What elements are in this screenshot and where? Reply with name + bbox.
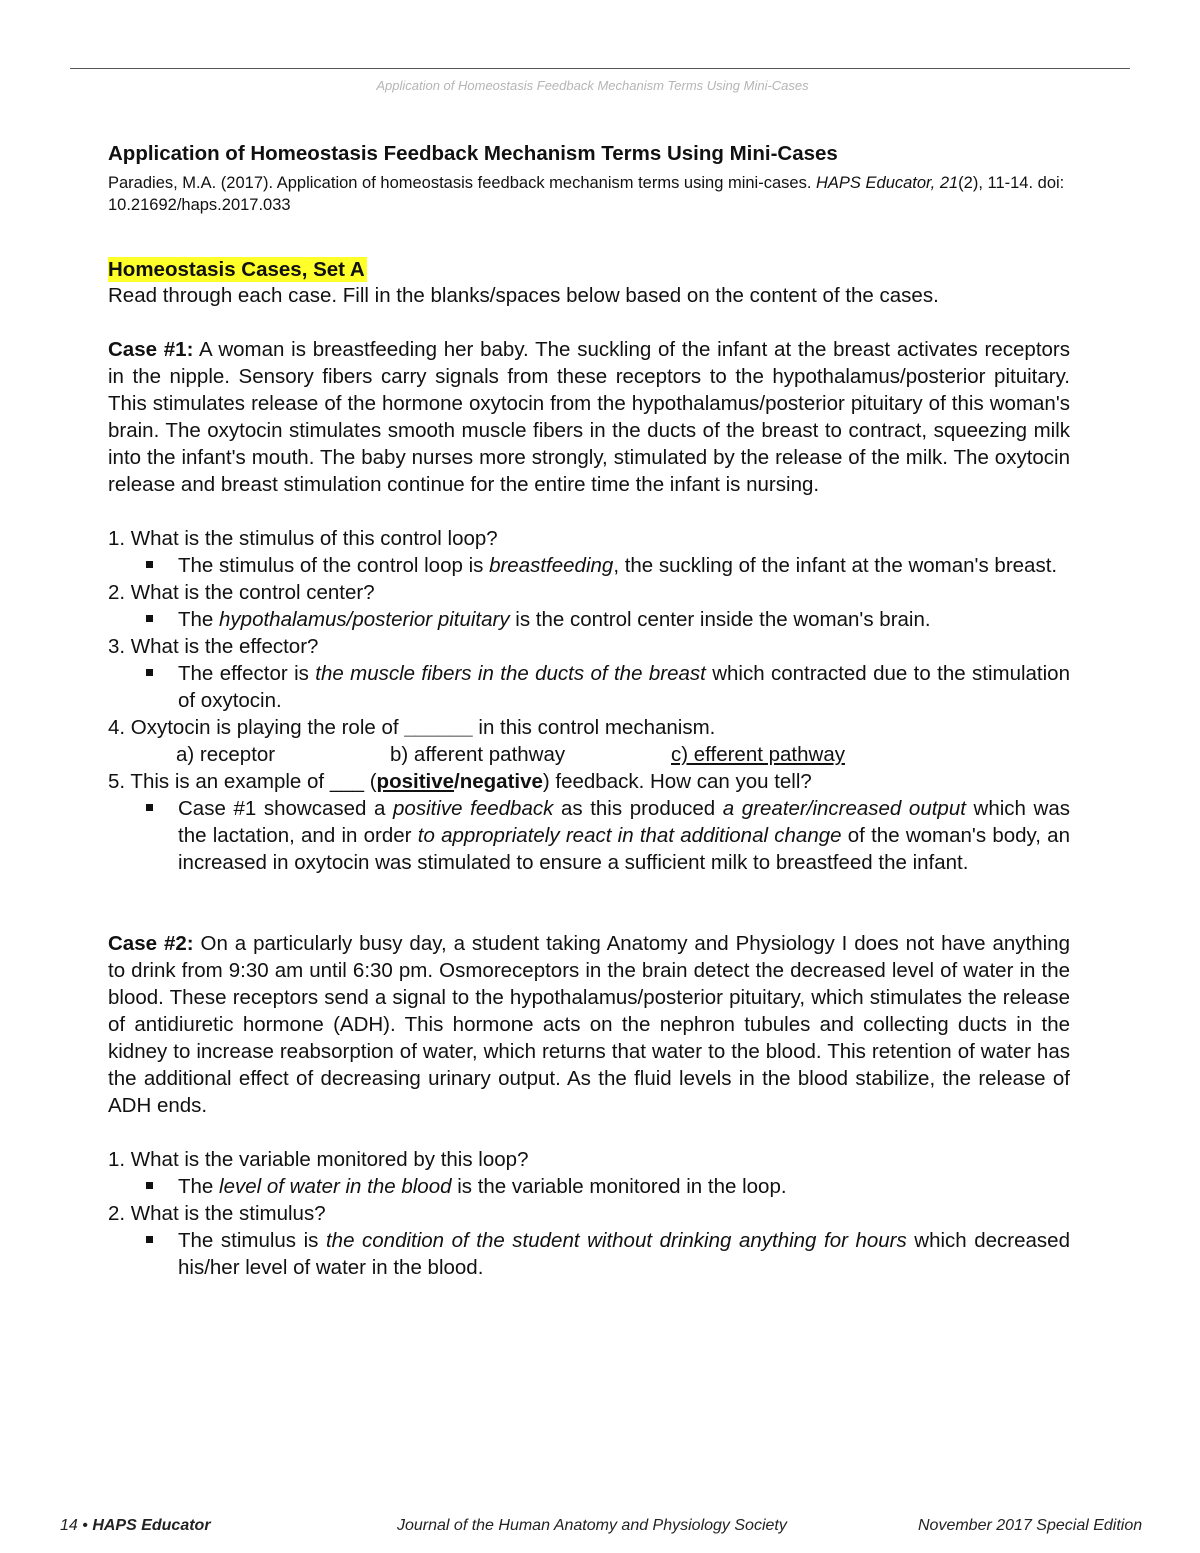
- citation-doi: (2), 11-14. doi: 10.21692/haps.2017.033: [108, 174, 1065, 214]
- footer-right: November 2017 Special Edition: [918, 1517, 1143, 1534]
- case2-paragraph: [108, 930, 1070, 1119]
- choice-a: a) receptor: [176, 743, 276, 766]
- choice-b: b) afferent pathway: [390, 743, 566, 766]
- set-heading: Homeostasis Cases, Set A: [108, 258, 365, 281]
- footer-journal: HAPS Educator: [92, 1517, 211, 1534]
- bullet-square-icon: [146, 561, 153, 568]
- citation-journal: HAPS Educator, 21: [816, 174, 959, 192]
- header-rule: [70, 68, 1130, 69]
- case1-q4-choices: [108, 741, 1070, 768]
- case1-label: Case #1:: [108, 338, 194, 361]
- case1-answer-2: The hypothalamus/posterior pituitary is the control center inside the woman's brain.: [108, 606, 1070, 633]
- bullet-square-icon: [146, 669, 153, 676]
- option-positive-selected: positive: [376, 770, 455, 793]
- footer-center: Journal of the Human Anatomy and Physiology Society: [397, 1517, 787, 1534]
- running-head: Application of Homeostasis Feedback Mechanism Terms Using Mini-Cases: [376, 78, 809, 93]
- case2-answer-1: The level of water in the blood is the variable monitored in the loop.: [108, 1173, 1070, 1200]
- case1-question-3: 3. What is the effector?: [108, 635, 319, 658]
- page-number: 14: [60, 1517, 78, 1534]
- article-title: Application of Homeostasis Feedback Mechanism Terms Using Mini-Cases: [108, 142, 838, 165]
- case1-answer-5: Case #1 showcased a positive feedback as this produced a greater/increased output which was the lactation, and in order to appropriately react in that additional change of the woman's body, an increased in oxytocin was stimulated to ensure a sufficient milk to breastfeed the infant.: [108, 795, 1070, 876]
- footer-left: 14 • HAPS Educator: [60, 1517, 211, 1534]
- bullet-square-icon: [146, 1182, 153, 1189]
- case2-question-1: 1. What is the variable monitored by this loop?: [108, 1148, 529, 1171]
- bullet-square-icon: [146, 615, 153, 622]
- option-negative: negative: [459, 770, 543, 793]
- case1-text: A woman is breastfeeding her baby. The suckling of the infant at the breast activates receptors in the nipple. Sensory fibers carry signals from these receptors to the hypothalamus/posterior pituitary. This stimulates release of the hormone oxytocin from the hypothalamus/posterior pituitary of this woman's brain. The oxytocin stimulates smooth muscle fibers in the ducts of the breast to contract, squeezing milk into the infant's mouth. The baby nurses more strongly, stimulated by the release of the milk. The oxytocin release and breast stimulation continue for the entire time the infant is nursing.: [108, 338, 1070, 496]
- case1-paragraph: [108, 336, 1070, 498]
- case1-answer-1: The stimulus of the control loop is breastfeeding, the suckling of the infant at the woman's breast.: [108, 552, 1070, 579]
- case1-answer-3: The effector is the muscle fibers in the ducts of the breast which contracted due to the stimulation of oxytocin.: [108, 660, 1070, 714]
- case1-question-4: 4. Oxytocin is playing the role of ______ in this control mechanism.: [108, 716, 716, 739]
- case1-question-1: 1. What is the stimulus of this control loop?: [108, 527, 498, 550]
- citation: [108, 172, 1070, 216]
- case2-answer-2: The stimulus is the condition of the student without drinking anything for hours which decreased his/her level of water in the blood.: [108, 1227, 1070, 1281]
- bullet-square-icon: [146, 1236, 153, 1243]
- case2-question-2: 2. What is the stimulus?: [108, 1202, 326, 1225]
- bullet-square-icon: [146, 804, 153, 811]
- case1-question-2: 2. What is the control center?: [108, 581, 375, 604]
- case1-question-5: 5. This is an example of ___ (positive/negative) feedback. How can you tell?: [108, 770, 812, 793]
- fill-blank: ______: [404, 716, 473, 739]
- page-footer: [0, 1517, 1200, 1539]
- instructions: Read through each case. Fill in the blanks/spaces below based on the content of the cases.: [108, 284, 939, 307]
- case2-text: On a particularly busy day, a student taking Anatomy and Physiology I does not have anything to drink from 9:30 am until 6:30 pm. Osmoreceptors in the brain detect the decreased level of water in the blood. These receptors send a signal to the hypothalamus/posterior pituitary, which stimulates the release of antidiuretic hormone (ADH). This hormone acts on the nephron tubules and collecting ducts in the kidney to increase reabsorption of water, which returns that water to the blood. This retention of water has the additional effect of decreasing urinary output. As the fluid levels in the blood stabilize, the release of ADH ends.: [108, 932, 1070, 1117]
- case2-label: Case #2:: [108, 932, 194, 955]
- choice-c-selected: c) efferent pathway: [671, 743, 845, 766]
- article-body: [108, 140, 1070, 1281]
- citation-text: Paradies, M.A. (2017). Application of homeostasis feedback mechanism terms using mini-cases.: [108, 174, 816, 192]
